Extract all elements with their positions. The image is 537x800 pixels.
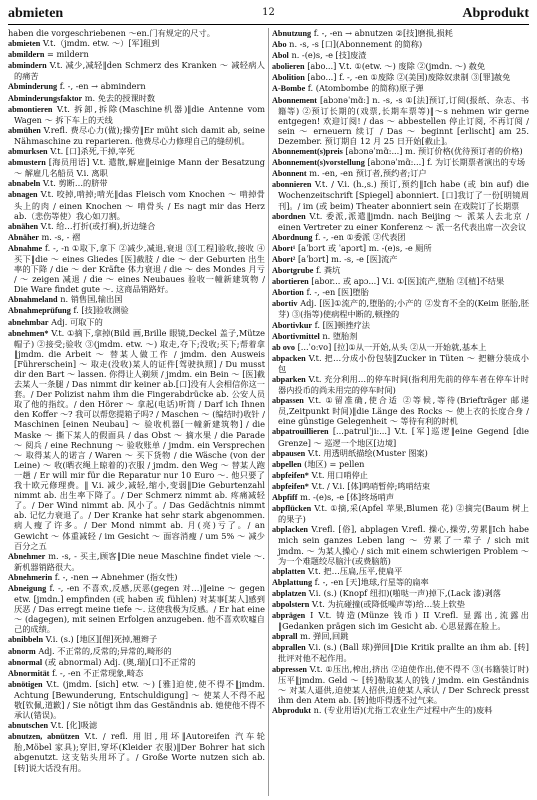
entry-definition: V.t. / V.i. [体]鸣哨暂停;鸣哨结束 [308, 480, 431, 491]
entry-definition: V.t. / V.i. (h.,s.) 预订,预约‖Ich habe (或 bin auf) die Wochenzeitschrift [Spiegel] abonniert. [口]我订了一份[明镜周刊]。/ im (或 beim) Theater abonniert sein 在戏院订了长期票 [278, 179, 529, 211]
entry-definition: f. [医]顿挫疗法 [312, 319, 370, 330]
entry-headword: abmildern [8, 50, 45, 60]
dictionary-entry [8, 317, 265, 328]
entry-definition: V.t. ①摘下,拿掉(Bild 画,Brille 眼镜,Deckel 盖子,Mütze 帽子) ②接受;验收 ③(jmdm. etw. ～) 取走,夺下;没收;买下;帮着拿‖jmdm. die Arbeit ～ 替某人做工作 / jmdm. den Ausweis [Führerschein] ～ 取走(没收)某人的证件[驾驶执照] / Du musst dir den Bart ～ lassen. 你得让人剃须 / jmdm. ein Bein ～ [医]截去某人一条腿 / Das nimmt dir keiner ab.[口]没有人会相信你这一套。/ Der Polizist nahm ihm die Fingerabdrücke ab. 公安人员取了他的指纹。/ den Hörer ～ 拿起(电话)听筒 / Darf ich Ihnen den Koffer ～? 我可以帮您提箱子吗? / Maschen ～ (编结时)收针 / Maschinen [einen Neubau] ～ 验收机器[一幢新建筑物] / die Maske ～ 撕下某人的假面具 / das Obst ～ 摘水果 / die Parade ～ 阅兵 / eine Rechnung ～ 验收账单 / jmdm. ein Versprechen ～ 取得某人的诺言 / Waren ～ 买下货物 / die Wäsche (von der Leine) ～ 收(晒衣绳上晾着的)衣服 / jmdm. den Weg ～ 替某人跑一趟 / Er will mir für die Reparatur nur 10 Euro ～. 他只要了我十欧元修理费。‖ V.i. 减少,减轻,缩小,变弱‖Die Geburtenzahl nimmt ab. 出生率下降了。/ Der Schmerz nimmt ab. 疼痛减轻了。/ Der Wind nimmt ab. 风小了。/ Das Gedächtnis nimmt ab. 记忆力衰退了。/ Der Kranke hat sehr stark abgenommen. 病人瘦了许多。/ Der Mond nimmt ab. 月(亮)亏了。/ an Gewicht ～ 体重减轻 / im Gesicht ～ 面容消瘦 / um 5% ～ 减少百分之五 [14, 327, 265, 551]
entry-definition: [...patrulˈji:...] V.t. [军]巡逻‖eine Gegend [die Grenze] ～ 巡逻一个地区[边境] [278, 426, 529, 448]
dictionary-entry [272, 211, 529, 232]
entry-definition: V.i. (s.) (Knopf 纽扣)(啪哒一声)掉下,(Lack 漆)剥落 [306, 587, 501, 598]
entry-headword: Abnäher [8, 232, 39, 242]
entry-definition: V.t. 用口哨停止 [308, 469, 368, 480]
entry-definition: V.t. 把…压扁,压平,使扁平 [305, 565, 403, 576]
dictionary-entry [272, 298, 529, 319]
entry-definition: V.t. 委派,派遣‖jmdn. nach Beijing ～ 派某人去北京 / einen Vertreter zu einer Konferenz ～ 派一名代表出席一次会议 [278, 210, 529, 232]
entry-headword: abmustern [8, 158, 46, 168]
dictionary-entry [272, 395, 529, 426]
entry-definition: V.refl. 费尽心力(做);操劳‖Er müht sich damit ab, seine Nähmaschine zu reparieren. 他费尽心力修理自己的缝纫机。 [14, 124, 265, 146]
entry-headword: abnehmen* [8, 328, 49, 338]
dictionary-entry [8, 305, 265, 316]
entry-headword: abmurksen [8, 147, 48, 157]
continued-text [8, 28, 265, 38]
entry-headword: abpressen [272, 664, 307, 674]
entry-definition: [aˈbɔrt 或 ˈapɔrt] m. -(e)s, -e 厕所 [295, 242, 432, 253]
entry-definition: I V.t. 铸造(Münze 钱币) II V.refl. 显露出,流露出‖Gedanken prägen sich im Gesicht ab. 心思显露在脸上。 [278, 610, 529, 632]
dictionary-entry [8, 146, 265, 157]
entry-headword: abnorm [8, 646, 36, 656]
entry-headword: abplacken [272, 525, 308, 535]
entry-definition: V.t. ①摘,采(Apfel 苹果,Blumen 花) ②摘完(Baum 树上的果子) [278, 503, 529, 525]
entry-headword: Abnahmeland [8, 295, 58, 305]
entry-definition: V.t. / refl. 用旧,用坏‖Autoreifen 汽车轮胎,Möbel 家具);穿旧,穿坏(Kleider 衣服)‖Der Bohrer hat sich abgenutzt. 这支钻头用坏了。/ Große Worte nutzen sich ab. [转]说大话没有用。 [14, 731, 265, 773]
entry-headword: abnutschen [8, 721, 49, 731]
entry-headword: abpatrouillieren [272, 427, 329, 437]
entry-headword: abpassen [272, 396, 304, 406]
entry-headword: abnähen [8, 221, 39, 231]
dictionary-entry [8, 646, 265, 657]
entry-definition: f. -, -en [天]地球,行星等的扁率 [312, 576, 429, 587]
dictionary-entry [8, 93, 265, 104]
entry-headword: Abort¹ [272, 243, 296, 253]
entry-headword: Abolition [272, 73, 305, 83]
entry-definition: [abɔnəˈmɑ̃:...] f. 为订长期票者演出的专场 [364, 157, 526, 168]
entry-headword: Abneigung [8, 583, 47, 593]
entry-headword: Abnehmer [8, 551, 46, 561]
entry-headword: Abordnung [272, 232, 313, 242]
entry-definition: V.t. 把…分成小份包装‖Zucker in Tüten ～ 把糖分装成小包 [278, 352, 529, 374]
entry-headword: Abortivkur [272, 320, 313, 330]
entry-headword: abonnieren [272, 180, 312, 190]
entry-definition: V.t. ①压出,榨出,挤出 ②迫使作出,使不得不 ③(书籍装订时)压平‖jmdm. Geld ～ [转]勒取某人的钱 / jmdm. ein Geständnis ～ 对某人逼供,迫使某人招供,迫使某人承认 / Der Schreck presst ihm den Atem ab. [转]他吓得透不过气来。 [278, 663, 529, 705]
entry-definition: Adj. 可取下的 [48, 316, 103, 327]
entry-definition: V.t. 充分利用…的停车时间(指利用先前的停车者在停车计时器内投币的尚未用完的停车时间) [278, 374, 529, 396]
dictionary-entry [8, 657, 265, 668]
entry-definition: V.t. 拆卸,拆除(Maschine机器)‖die Antenne vom Wagen ～ 拆下车上的天线 [14, 103, 265, 125]
entry-headword: Abol [272, 51, 289, 61]
dictionary-entry [272, 470, 529, 481]
entry-definition: V.i. (s.) (Ball 球)弹回‖Die Kritik prallte an ihm ab. [转]批评对他不起作用。 [278, 642, 529, 664]
entry-definition: V.i. (s.) [地区][俚]死掉,翘辫子 [43, 634, 158, 645]
entry-definition: n. 销售国,输出国 [57, 294, 123, 305]
dictionary-entry [8, 294, 265, 305]
entry-definition: V.t. 减少,减轻‖den Schmerz des Kranken ～ 减轻病人的痛苦 [14, 60, 265, 82]
entry-headword: abpfeifen* [272, 470, 309, 480]
dictionary-entry [272, 631, 529, 642]
entry-headword: A-Bombe [272, 84, 306, 94]
entry-definition: [海员用语] V.t. 遣散,解雇‖einige Mann der Besatzung ～ 解雇几名船员 V.i. 离职 [14, 157, 265, 179]
entry-definition: n. (专业用语)(尤指工农业生产过程中产生的)废料 [311, 704, 493, 715]
entry-headword: abordnen [272, 211, 306, 221]
entry-headword: Abnormität [8, 668, 50, 678]
dictionary-entry [8, 720, 265, 731]
entry-headword: abnibbeln [8, 635, 44, 645]
entry-headword: abmühen [8, 125, 41, 135]
entry-headword: abpausen [272, 448, 306, 458]
dictionary-entry [8, 125, 265, 146]
entry-definition: V.t. ①留准确,使合适 ②等候,等待(Briefträger 邮递员,Zeitpunkt 时间)‖die Länge des Rocks ～ 使上衣的长度合身 / eine günstige Gelegenheit ～ 等待有利的时机 [278, 395, 529, 427]
dictionary-entry [272, 146, 529, 157]
entry-definition: f. -, -en 不喜欢,反感,厌恶(gegen 对…)‖eine ～ gegen etw. [jmdn.] empfinden (或 haben 或 fühlen) 对某事[某人]感到厌恶 / Das erregt meine tiefe ～. 这使我极为反感。/ Er hat eine ～ (dagegen), mit seinen Erfolgen anzugeben. 他不喜欢吹嘘自己的成绩。 [14, 582, 265, 635]
entry-definition: V.t. 咬掉,啃掉;啃光‖das Fleisch vom Knochen ～ 啃掉骨头上的肉 / einen Knochen ～ 啃骨头 / Es nagt mir das Herz ab.（悲伤等使）我心如刀割。 [14, 189, 265, 221]
entry-definition: [abor... 或 apɔ...] V.i. ①[医]流产,堕胎 ②[植]不结果 [308, 276, 505, 287]
dictionary-entry [8, 668, 265, 679]
entry-headword: Abonnement(s)preis [272, 147, 343, 157]
entry-headword: Abortion [272, 288, 304, 298]
entry-headword: abpellen [272, 459, 302, 469]
dictionary-entry [272, 610, 529, 631]
dictionary-entry [8, 189, 265, 220]
dictionary-entry [8, 178, 265, 189]
dictionary-entry [272, 374, 529, 395]
entry-headword: abortieren [272, 277, 309, 287]
entry-definition: [abo...] f. -, -en ①废除 ②(美国)废除奴隶制 ③[罪]赦免 [304, 72, 511, 83]
entry-headword: Abnahme [8, 243, 43, 253]
entry-definition: m. 免去的授课时数 [82, 92, 156, 103]
entry-definition: f. -, -nen → Abnehmer (指女性) [52, 571, 178, 582]
entry-definition: f. -, -en → abmindern [57, 81, 146, 92]
dictionary-entry [272, 83, 529, 94]
entry-headword: abpfeifen* [272, 481, 309, 491]
entry-definition: V.t. 给…打折(或打裥),折边缝合 [38, 220, 156, 231]
entry-definition: (或 abnormal) Adj. (奥,瑞)[口]不正常的 [42, 656, 196, 667]
dictionary-entry [8, 328, 265, 551]
entry-definition: m. 弹回,回跳 [297, 631, 349, 642]
entry-headword: abpflücken [272, 504, 312, 514]
entry-headword: Abprodukt [272, 705, 311, 715]
dictionary-entry [272, 157, 529, 168]
entry-definition: f. (Atombombe 的简称)原子弹 [305, 83, 424, 94]
dictionary-entry [8, 81, 265, 92]
entry-headword: Abortivmittel [272, 331, 320, 341]
entry-definition: n. 堕胎剂 [319, 330, 358, 341]
dictionary-entry [8, 679, 265, 720]
entry-definition: V.t. (jmdm. [sich] etw. ～) [雅]迫使,使不得不‖jmdm. Achtung [Bewunderung, Entschuldigung] ～ 使某人不得不起敬[钦佩,道歉] / Sie nötigt ihm das Geständnis ab. 她使他不得不承认(错误)。 [14, 678, 265, 721]
entry-definition: m. -s, - 买主,顾客‖Die neue Maschine findet viele ～. 新机器销路很大。 [14, 550, 265, 572]
entry-headword: Abortgrube [272, 266, 314, 276]
dictionary-entry [8, 634, 265, 645]
entry-definition: V.t. [口]杀死,干掉,宰死 [47, 146, 135, 157]
entry-headword: abnabeln [8, 179, 41, 189]
right-guide-word: Abprodukt [462, 6, 529, 21]
entry-headword: abortiv [272, 299, 298, 309]
dictionary-entry [8, 38, 265, 49]
column-divider [268, 28, 269, 796]
dictionary-entry [272, 50, 529, 61]
entry-headword: ab ovo [272, 342, 295, 352]
left-column [8, 28, 265, 796]
entry-definition: [abɔnəˈmɑ̃:...] m. 预订价格(优待预订者的价格) [342, 146, 523, 157]
dictionary-entry [272, 588, 529, 599]
entry-definition: V.t.（jmdm. etw. ～）[军]租到 [40, 38, 160, 49]
dictionary-entry [272, 426, 529, 447]
dictionary-entry [8, 232, 265, 243]
entry-headword: abplatten [272, 566, 306, 576]
header-rule [8, 24, 529, 25]
dictionary-entry [272, 524, 529, 565]
entry-definition: n. -(e)s, -e [技]废渣 [288, 50, 367, 61]
entry-headword: Abnehmerin [8, 572, 53, 582]
dictionary-entry [272, 72, 529, 83]
entry-definition: m. -(e)s, -e [体]终场哨声 [297, 492, 395, 503]
entry-definition: haben die vorgeschriebenen ～en.门有规定的尺寸。 [8, 28, 215, 38]
dictionary-entry [272, 599, 529, 610]
dictionary-entry [272, 61, 529, 72]
dictionary-entry [272, 287, 529, 298]
entry-headword: abplatzen [272, 588, 307, 598]
entry-headword: abprall [272, 632, 298, 642]
entry-headword: abmindern [8, 61, 47, 71]
entry-definition: f. -, -en [医]堕胎 [303, 287, 369, 298]
dictionary-entry [272, 705, 529, 716]
entry-headword: Abminderung [8, 82, 58, 92]
dictionary-entry [272, 232, 529, 243]
entry-headword: abparken [272, 375, 306, 384]
dictionary-entry [8, 243, 265, 294]
dictionary-entry [8, 157, 265, 178]
entry-definition: f. [技]验收测验 [70, 305, 129, 316]
entry-definition: f. -, -en ①委派 ②代表团 [312, 231, 406, 242]
entry-definition: V.t. 用透明纸描绘(Muster 图案) [305, 447, 428, 458]
entry-definition: V.t. [化]吸滤 [48, 720, 98, 731]
dictionary-entry [8, 551, 265, 572]
entry-definition: f. 粪坑 [313, 265, 341, 276]
entry-definition: f. -, -en 不正常现象,畸态 [49, 667, 144, 678]
entry-definition: V.t. 剪断…的脐带 [40, 178, 108, 189]
entry-definition: V.t. 为抗碰撞(或降低噪声等)给…装上软垫 [309, 598, 465, 609]
entry-headword: Abo [272, 40, 287, 50]
entry-definition: Adj. [医]①流产的,堕胎的;小产的 ②发育不全的(Keim 胚胎,胚芽) ③(指等)使病程中断的,顿挫的 [278, 298, 529, 320]
dictionary-entry [8, 731, 265, 772]
entry-headword: abolieren [272, 62, 305, 72]
entry-headword: Abnahmeprüfung [8, 306, 71, 316]
entry-headword: Abonnement(s)vorstellung [272, 158, 365, 168]
right-column [272, 28, 529, 796]
dictionary-entry [272, 448, 529, 459]
entry-headword: abmontieren [8, 104, 53, 114]
entry-definition: [aˈbɔrt] m. -s, -e [医]流产 [295, 253, 398, 264]
dictionary-entry [272, 481, 529, 492]
entry-headword: Abminderungsfaktor [8, 93, 83, 103]
dictionary-entry [8, 221, 265, 232]
dictionary-entry [8, 104, 265, 125]
entry-headword: abpolstern [272, 599, 310, 609]
entry-headword: abnutzen, abnützen [8, 732, 80, 742]
dictionary-entry [272, 265, 529, 276]
dictionary-entry [272, 642, 529, 663]
dictionary-entry [272, 39, 529, 50]
entry-headword: Abort² [272, 254, 296, 264]
entry-headword: abmieten [8, 39, 41, 49]
entry-headword: abprallen [272, 643, 306, 653]
entry-headword: abnehmbar [8, 317, 49, 327]
dictionary-entry [272, 664, 529, 705]
dictionary-entry [272, 179, 529, 210]
dictionary-entry [8, 60, 265, 81]
entry-headword: Abpfiff [272, 493, 298, 503]
entry-definition: [...ˈoːvo] [拉]①从一开始,从头 ②从一开始就,基本上 [294, 341, 487, 352]
entry-headword: Abplattung [272, 577, 313, 587]
dictionary-entry [8, 49, 265, 60]
page-header [8, 6, 529, 24]
dictionary-entry [272, 276, 529, 287]
dictionary-entry [8, 583, 265, 634]
dictionary-entry [272, 492, 529, 503]
entry-definition: m. -s, - 褶 [38, 231, 81, 242]
dictionary-entry [272, 342, 529, 353]
dictionary-entry [272, 331, 529, 342]
dictionary-entry [272, 254, 529, 265]
dictionary-entry [272, 353, 529, 374]
dictionary-entry [272, 503, 529, 524]
dictionary-entry [272, 95, 529, 146]
entry-definition: (地区) = pellen [301, 458, 365, 469]
left-guide-word: abmieten [8, 6, 64, 21]
entry-definition: = mildern [44, 49, 89, 60]
entry-headword: abnötigen [8, 679, 43, 689]
dictionary-entry [272, 566, 529, 577]
entry-headword: Abonnent [272, 169, 307, 179]
entry-headword: Abnutzung [272, 29, 312, 38]
entry-definition: [abɔnəˈmɑ̃ː] n. -s, -s ①[法]预订,订阅(报纸、杂志、书籍等) ②预订长期的(戏票,长期车票等)‖～s nehmen wir gerne entgegen! 欢迎订阅! / das ～ abbestellen 停止订阅, 不再订阅 / sein ～ erneuern 续订 / Das ～ beginnt [erlischt] am 25. Dezember. 预订期自 12 月 25 日开始[截止]。 [278, 94, 529, 146]
entry-headword: abpacken [272, 353, 306, 363]
dictionary-entry [8, 572, 265, 583]
dictionary-entry [272, 459, 529, 470]
entry-definition: m. -en, -en 预订者,预约者;订户 [306, 168, 427, 179]
entry-headword: abnormal [8, 657, 43, 667]
page-number: 12 [262, 7, 275, 18]
entry-headword: abprägen [272, 611, 306, 621]
entry-definition: V.refl. [俗], abplagen V.refl. 操心,操劳,劳累‖Ich habe mich sein ganzes Leben lang ～ 劳累了一辈子 / sich mit jmdm. ～ 为某人操心 / sich mit einem schwierigen Problem ～ 为一个难题绞尽脑汁(或费脑筋) [278, 524, 529, 566]
dictionary-entry [272, 28, 529, 39]
dictionary-entry [272, 320, 529, 331]
entry-definition: Adj. 不正常的,反常的;异常的,畸形的 [35, 645, 172, 656]
dictionary-entry [272, 577, 529, 588]
entry-definition: f. -, -n ①取下,拿下 ②减少,减退,衰退 ③[工程]验收,接收 ④买下‖die ～ eines Gliedes [医]截肢 / die ～ der Geburten 出生率的下降 / die ～ der Kräfte 体力衰退 / die ～ des Mondes 月亏 / ～ zeigen 减退 / die ～ eines Neubaues 验收一幢新建筑物 / Die Ware findet gute ～. 这商品销路好。 [14, 242, 265, 295]
entry-headword: abnagen [8, 190, 38, 200]
entry-definition: f. -, -en → abnutzen ②[技]磨损,损耗 [311, 28, 453, 38]
entry-definition: n. -s, -s [口](Abonnement 的简称) [286, 39, 423, 50]
dictionary-entry [272, 168, 529, 179]
entry-definition: [abo...] V.t. ①(etw. ～) 废除 ②(jmdn. ～) 赦免 [304, 61, 486, 72]
entry-headword: Abonnement [272, 95, 318, 105]
dictionary-entry [272, 243, 529, 254]
